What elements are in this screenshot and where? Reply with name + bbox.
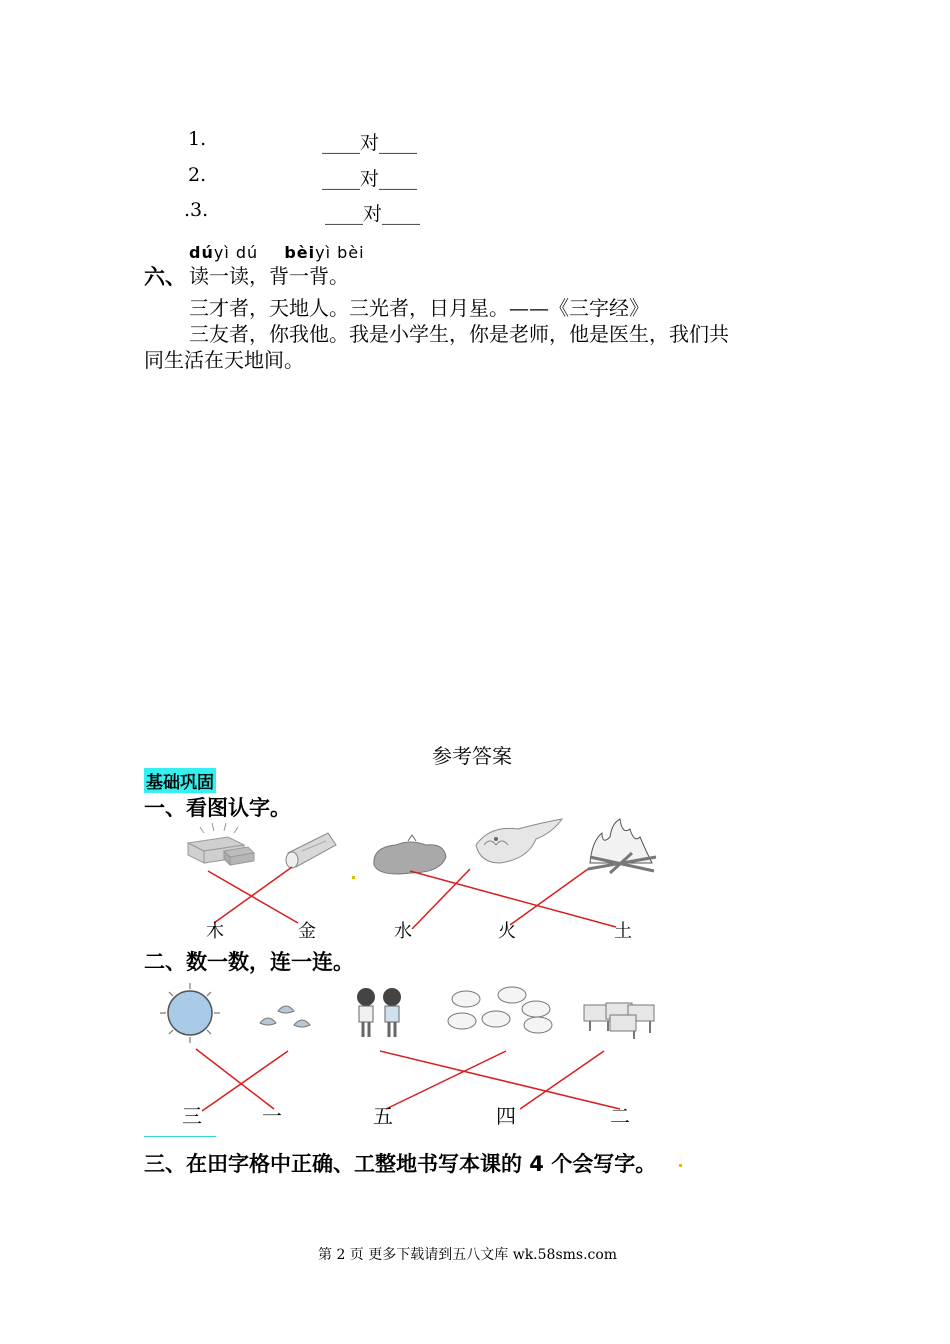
match-label: 木 bbox=[206, 921, 224, 942]
match-label: 水 bbox=[394, 921, 412, 942]
pinyin-du: dú bbox=[189, 243, 214, 262]
answers-title: 参考答案 bbox=[432, 744, 512, 768]
pair-blank: ____对____ bbox=[325, 203, 421, 225]
stray-dot bbox=[679, 1164, 682, 1167]
water-puddle-icon bbox=[374, 835, 446, 874]
fire-dragon-icon bbox=[476, 819, 562, 863]
page-footer: 第 2 页 更多下载请到五八文库 wk.58sms.com bbox=[318, 1247, 618, 1263]
pinyin-yibei: yì bèi bbox=[315, 243, 365, 262]
pinyin-bei: bèi bbox=[284, 243, 316, 262]
pair-blank: ____对____ bbox=[322, 132, 418, 154]
match-figure-1 bbox=[140, 815, 680, 945]
pinyin-yidu: yì dú bbox=[213, 243, 259, 262]
question-1-title: 一、看图认字。 bbox=[144, 796, 291, 820]
birds-icon bbox=[260, 1006, 310, 1027]
match-label: 五 bbox=[373, 1104, 393, 1128]
poem-line-2: 三友者，你我他。我是小学生，你是老师，他是医生，我们共 bbox=[189, 322, 729, 346]
section6-label: 六、 bbox=[144, 265, 186, 289]
match-label: 四 bbox=[496, 1104, 516, 1128]
match-figure-2 bbox=[140, 975, 680, 1135]
pair-number: .3. bbox=[184, 199, 209, 221]
sheep-icon bbox=[448, 987, 552, 1033]
bonfire-icon bbox=[588, 819, 656, 873]
question-2-title: 二、数一数，连一连。 bbox=[144, 950, 354, 974]
section6-title: 读一读，背一背。 bbox=[189, 264, 349, 288]
section-tag: 基础巩固 bbox=[144, 768, 216, 793]
question-3-title: 三、在田字格中正确、工整地书写本课的 4 个会写字。 bbox=[144, 1152, 657, 1176]
divider bbox=[144, 1136, 216, 1137]
match-label: 金 bbox=[298, 921, 316, 942]
match-label: 一 bbox=[262, 1104, 282, 1128]
pair-number: 2. bbox=[188, 164, 207, 186]
cows-icon bbox=[584, 1003, 654, 1039]
stray-dot bbox=[352, 876, 355, 879]
match-label: 二 bbox=[610, 1104, 630, 1128]
match-label: 火 bbox=[498, 921, 516, 942]
match-label: 土 bbox=[614, 921, 632, 942]
sun-icon bbox=[160, 983, 220, 1043]
gold-bars-icon bbox=[188, 823, 254, 865]
match-label: 三 bbox=[182, 1104, 202, 1128]
poem-line-3: 同生活在天地间。 bbox=[144, 348, 304, 372]
wood-log-icon bbox=[286, 833, 336, 868]
children-icon bbox=[357, 988, 401, 1037]
pair-blank: ____对____ bbox=[322, 168, 418, 190]
pair-number: 1. bbox=[188, 128, 207, 150]
poem-line-1: 三才者，天地人。三光者，日月星。——《三字经》 bbox=[189, 296, 649, 320]
